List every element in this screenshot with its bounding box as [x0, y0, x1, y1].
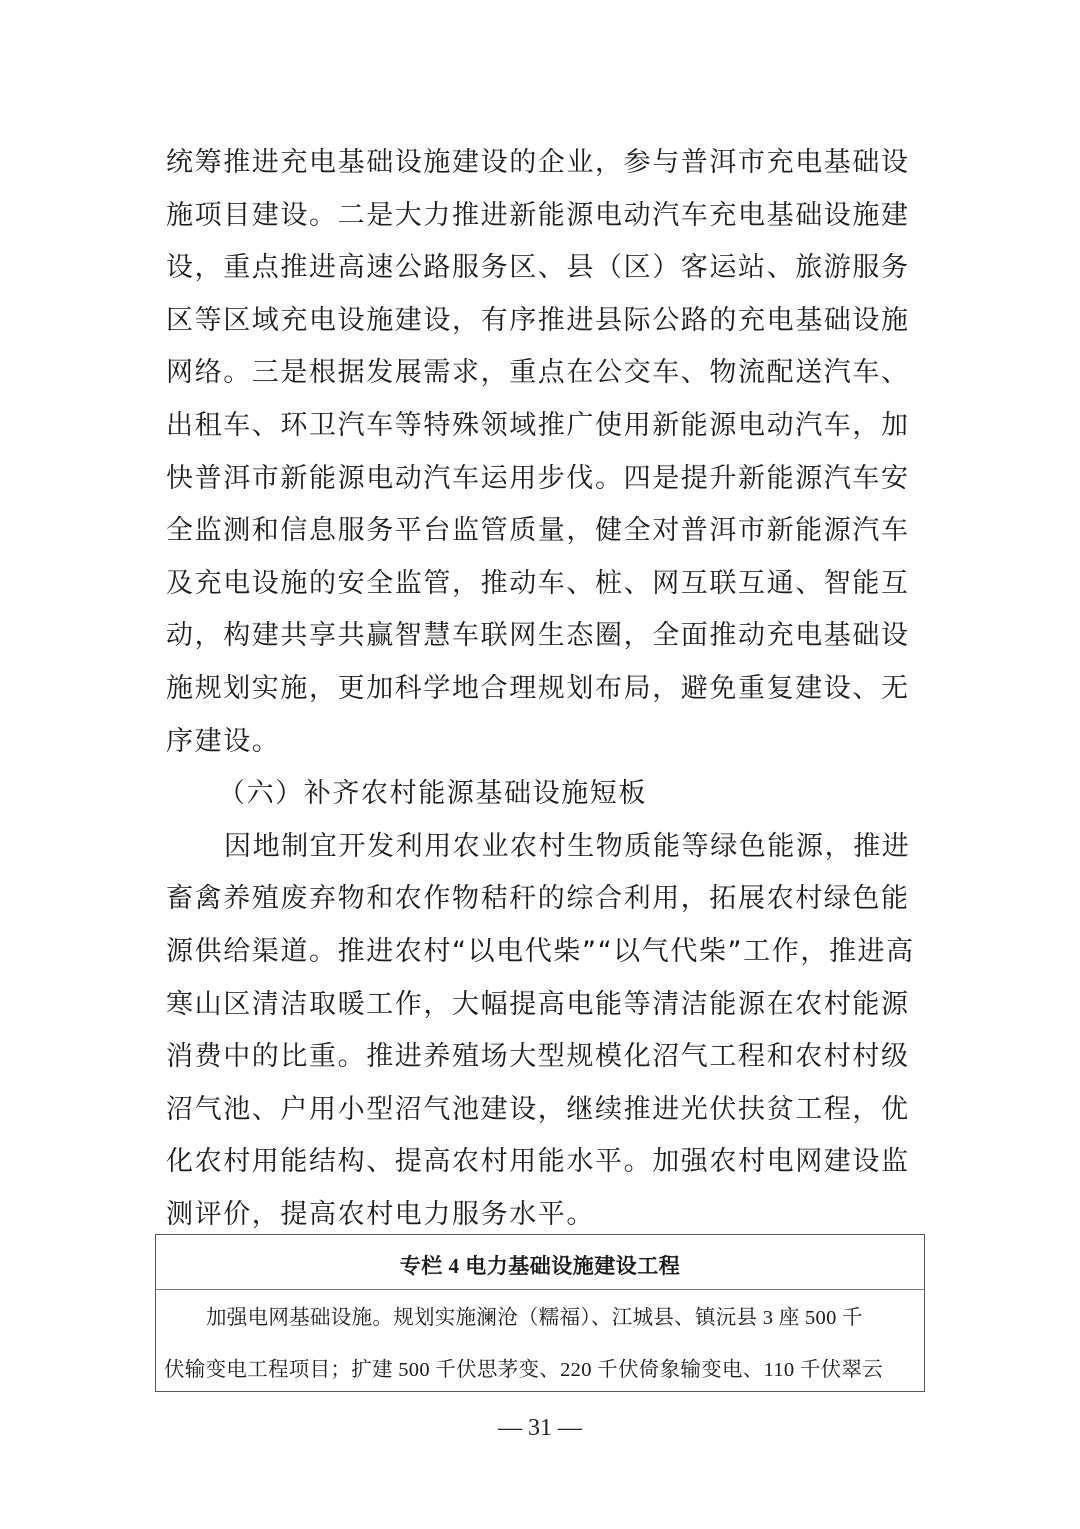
box-text-line: 加强电网基础设施。规划实施澜沧（糯福）、江城县、镇沅县 3 座 500 千: [206, 1307, 863, 1329]
text-line: 区等区域充电设施建设，有序推进县际公路的充电基础设施: [166, 304, 910, 336]
box-text-line: 伏输变电工程项目；扩建 500 千伏思茅变、220 千伏倚象输变电、110 千伏翠云: [164, 1359, 884, 1381]
text-line: 网络。三是根据发展需求，重点在公交车、物流配送汽车、: [166, 357, 910, 389]
text-line: 快普洱市新能源电动汽车运用步伐。四是提升新能源汽车安: [166, 462, 910, 494]
feature-box-title: 专栏 4 电力基础设施建设工程: [156, 1235, 924, 1290]
text-line: 源供给渠道。推进农村“以电代柴”“以气代柴”工作，推进高: [166, 935, 915, 967]
text-line: 寒山区清洁取暖工作，大幅提高电能等清洁能源在农村能源: [166, 988, 910, 1020]
text-line: 沼气池、户用小型沼气池建设，继续推进光伏扶贫工程，优: [166, 1093, 910, 1125]
text-line: 统筹推进充电基础设施建设的企业，参与普洱市充电基础设: [166, 147, 910, 178]
text-line: 及充电设施的安全监管，推动车、桩、网互联互通、智能互: [166, 567, 910, 599]
text-line: 消费中的比重。推进养殖场大型规模化沼气工程和农村村级: [166, 1041, 910, 1073]
text-line: 设，重点推进高速公路服务区、县（区）客运站、旅游服务: [166, 252, 910, 284]
feature-box-body: [156, 1290, 924, 1394]
text-line: 出租车、环卫汽车等特殊领域推广使用新能源电动汽车，加: [166, 409, 910, 441]
text-line: 施规划实施，更加科学地合理规划布局，避免重复建设、无: [166, 672, 910, 704]
paragraph-charging-infrastructure: [166, 137, 916, 1241]
text-line: 全监测和信息服务平台监管质量，健全对普洱市新能源汽车: [166, 515, 910, 547]
text-line: 测评价，提高农村电力服务水平。: [166, 1198, 595, 1230]
feature-box: [155, 1234, 925, 1392]
page-number: — 31 —: [498, 1415, 582, 1441]
section-heading: （六）补齐农村能源基础设施短板: [218, 778, 647, 810]
text-line: 序建设。: [166, 725, 281, 757]
text-line: 因地制宜开发利用农业农村生物质能等绿色能源，推进: [224, 830, 911, 862]
text-line: 施项目建设。二是大力推进新能源电动汽车充电基础设施建: [166, 199, 910, 231]
text-line: 畜禽养殖废弃物和农作物秸秆的综合利用，拓展农村绿色能: [166, 883, 910, 915]
text-line: 动，构建共享共赢智慧车联网生态圈，全面推动充电基础设: [166, 620, 910, 652]
text-line: 化农村用能结构、提高农村用能水平。加强农村电网建设监: [166, 1146, 910, 1178]
